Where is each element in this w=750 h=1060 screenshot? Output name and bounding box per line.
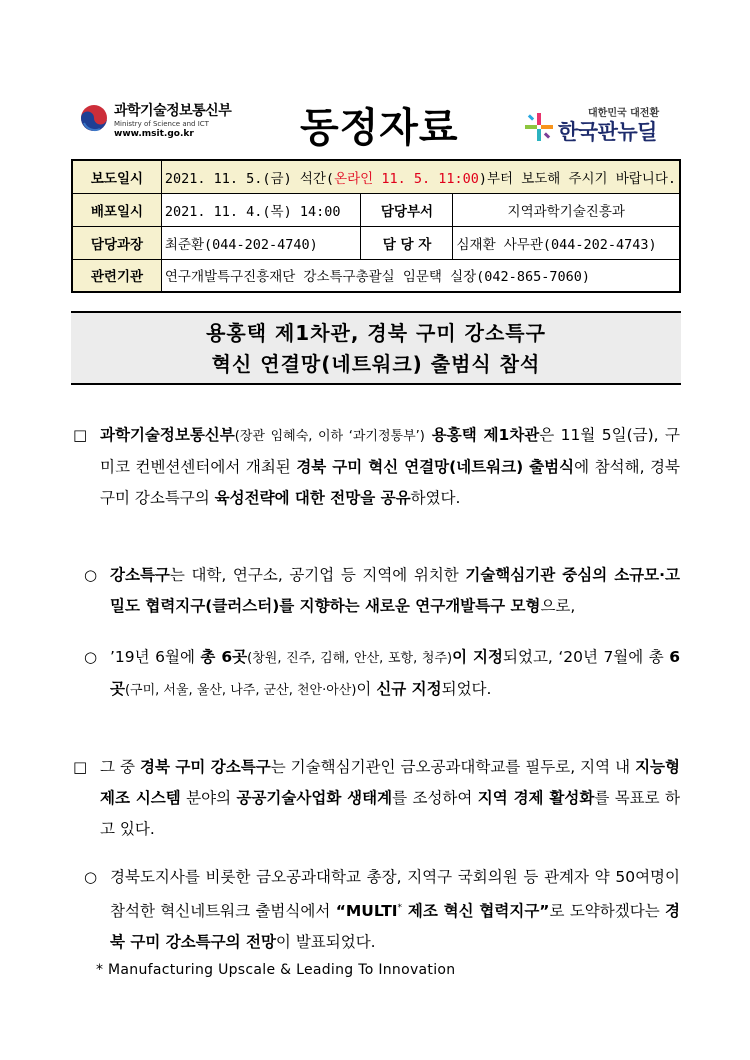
document-header [0,90,750,160]
newdeal-subtitle: 대한민국 대전환 [588,108,660,119]
text-span: 를 목표로 하고 있다. [100,789,680,838]
footnote-marker: * [397,903,403,913]
table-row [72,160,680,193]
text-span: 과학기술정보통신부 [100,426,235,444]
paragraph-3-text [110,642,680,706]
text-span: 되었다. [441,680,492,698]
release-date-label: 보도일시 [72,160,161,193]
department-value: 지역과학기술진흥과 [453,193,680,226]
release-date-text: 2021. 11. 5.(금) 석간( [164,170,335,187]
contact-person-value: 심재환 사무관(044-202-4743) [453,226,680,259]
text-span: 은 11월 5일(금), 구미코 컨벤션센터에서 개최된 [100,426,680,476]
newdeal-title: 한국판뉴딜 [558,120,657,144]
text-span: 를 조성하여 [392,789,478,807]
text-span: (구미, 서울, 울산, 나주, 군산, 천안·아산) [124,683,357,698]
table-row [72,226,680,259]
text-span: 는 기술핵심기관인 금오공과대학교를 필두로, 지역 내 [270,758,636,776]
text-span: 기술핵심기관 중심의 소규모·고밀도 협력지구(클러스터)를 지향하는 새로운 연구개발특구 모형 [110,566,680,615]
text-span: (장관 임혜숙, 이하 ‘과기정통부’) [234,429,425,444]
related-org-label: 관련기관 [72,259,161,292]
text-span: 하였다. [410,489,461,507]
paragraph-5-text [110,862,680,958]
text-span: 육성전략에 대한 전망을 공유 [214,489,411,507]
taegeuk-logo-icon [80,104,108,132]
square-bullet-icon: □ [73,426,88,444]
text-span: ’19년 6월에 [110,648,201,666]
ministry-name: 과학기술정보통신부 [114,103,232,119]
text-span: 에 참석해, 경북 구미 강소특구의 [100,458,680,507]
related-org-value: 연구개발특구진흥재단 강소특구총괄실 임문택 실장(042-865-7060) [161,259,680,292]
text-span: 공공기술사업화 생태계 [236,789,393,807]
table-row [72,259,680,292]
text-span: 경북 구미 강소특구 [139,758,271,776]
table-row [72,193,680,226]
text-span: 용홍택 제1차관 [424,426,540,444]
circle-bullet-icon: ○ [84,648,98,666]
newdeal-logo-icon [524,112,554,142]
ministry-logo-text [114,102,231,140]
headline-box [71,311,681,385]
headline-line-2: 혁신 연결망(네트워크) 출범식 참석 [211,352,541,376]
contact-person-label: 담 당 자 [361,226,453,259]
chief-value: 최준환(044-202-4740) [161,226,361,259]
distribution-date-label: 배포일시 [72,193,161,226]
text-span: 로 도약하겠다는 [549,902,666,921]
text-span: 강소특구 [110,566,170,584]
paragraph-1-text [100,420,680,514]
document-type-title: 동정자료 [300,105,459,151]
footnote: * Manufacturing Upscale & Leading To Innovation [96,962,456,978]
paragraph-2-text [110,560,680,622]
text-span: 지역 경제 활성화 [477,789,595,807]
text-span: 되었고, ‘20년 7월에 총 [503,648,670,666]
text-span: 지능형 제조 시스템 [100,758,680,807]
text-span: 으로, [540,597,576,615]
square-bullet-icon: □ [73,758,88,776]
text-span: 분야의 [180,789,237,807]
text-span: (창원, 진주, 김해, 안산, 포항, 청주) [247,651,453,666]
distribution-date-value: 2021. 11. 4.(목) 14:00 [161,193,361,226]
text-span: 총 6곳 [200,648,248,666]
text-span: 이 발표되었다. [275,933,376,952]
headline-line-1: 용홍택 제1차관, 경북 구미 강소특구 [206,321,546,345]
text-span: 경북 구미 혁신 연결망(네트워크) 출범식 [296,458,575,476]
text-span: “MULTI [335,902,398,921]
paragraph-4-text [100,752,680,845]
release-online-time: 온라인 11. 5. 11:00 [334,170,479,187]
release-date-suffix: )부터 보도해 주시기 바랍니다. [478,170,676,187]
text-span: 경북 구미 강소특구의 전망 [110,902,681,952]
chief-label: 담당과장 [72,226,161,259]
text-span: 제조 혁신 협력지구” [402,902,550,921]
text-span: 6곳 [110,648,681,698]
text-span: 그 중 [100,758,140,776]
text-span: 경북도지사를 비롯한 금오공과대학교 총장, 지역구 국회의원 등 관계자 약 50여명이 참석한 혁신네트워크 출범식에서 [110,868,680,921]
release-date-value [161,160,680,193]
ministry-eng-name: Ministry of Science and ICT [114,120,209,128]
circle-bullet-icon: ○ [84,868,98,886]
text-span: 이 [356,680,377,698]
text-span: 신규 지정 [376,680,442,698]
circle-bullet-icon: ○ [84,566,98,584]
text-span: 는 대학, 연구소, 공기업 등 지역에 위치한 [169,566,466,584]
ministry-url: www.msit.go.kr [114,129,194,139]
department-label: 담당부서 [361,193,453,226]
text-span: 이 지정 [452,648,503,666]
press-info-table [71,159,681,293]
